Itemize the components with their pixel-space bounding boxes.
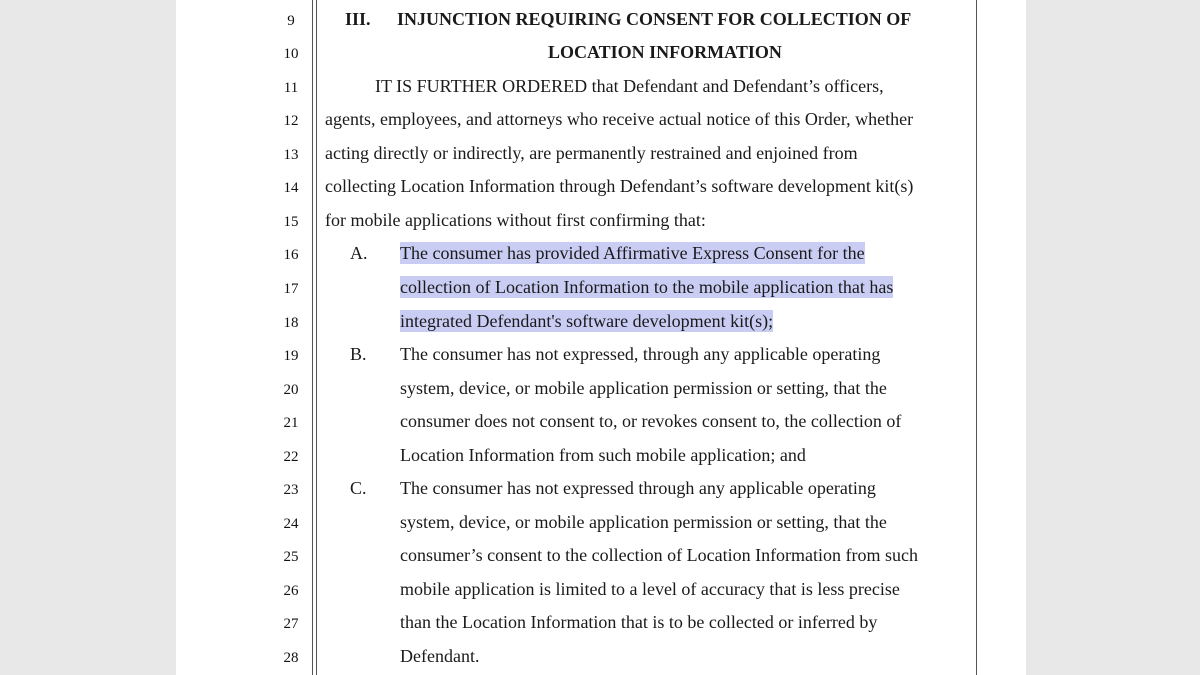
- item-a-line-selected[interactable]: integrated Defendant's software development kit(s);: [400, 311, 774, 331]
- section-number: III.: [345, 9, 371, 29]
- line-number: 16: [283, 247, 299, 263]
- item-c-line: The consumer has not expressed through any applicable operating: [400, 478, 876, 498]
- line-number: 11: [283, 80, 299, 96]
- item-b-line: Location Information from such mobile application; and: [400, 445, 806, 465]
- line-number: 21: [283, 415, 299, 431]
- item-c-line: mobile application is limited to a level of accuracy that is less precise: [400, 579, 900, 599]
- line-number: 10: [283, 46, 299, 62]
- line-number: 18: [283, 315, 299, 331]
- paragraph-line: for mobile applications without first confirming that:: [325, 210, 706, 230]
- line-number: 28: [283, 650, 299, 666]
- item-c-line: than the Location Information that is to be collected or inferred by: [400, 612, 878, 632]
- line-number: 25: [283, 549, 299, 565]
- line-number: 13: [283, 147, 299, 163]
- line-number: 22: [283, 449, 299, 465]
- paragraph-line: acting directly or indirectly, are permanently restrained and enjoined from: [325, 143, 858, 163]
- item-b-line: The consumer has not expressed, through any applicable operating: [400, 344, 881, 364]
- line-number: 15: [283, 214, 299, 230]
- item-b-line: consumer does not consent to, or revokes consent to, the collection of: [400, 411, 902, 431]
- margin-rule-right: [976, 0, 977, 675]
- line-number: 20: [283, 382, 299, 398]
- line-number: 24: [283, 516, 299, 532]
- margin-rule-left-inner: [316, 0, 317, 675]
- line-number: 23: [283, 482, 299, 498]
- line-number: 17: [283, 281, 299, 297]
- section-heading-line2: LOCATION INFORMATION: [548, 42, 782, 62]
- margin-rule-left-outer: [312, 0, 313, 675]
- line-number: 26: [283, 583, 299, 599]
- item-a-line-selected[interactable]: collection of Location Information to the mobile application that has: [400, 277, 894, 297]
- item-a-line-selected[interactable]: The consumer has provided Affirmative Express Consent for the: [400, 243, 865, 263]
- item-c-line: Defendant.: [400, 646, 480, 666]
- line-number: 9: [287, 13, 295, 29]
- paragraph-line: IT IS FURTHER ORDERED that Defendant and Defendant’s officers,: [375, 76, 884, 96]
- item-b-line: system, device, or mobile application permission or setting, that the: [400, 378, 887, 398]
- item-b-label: B.: [350, 344, 367, 364]
- document-page: [176, 0, 1026, 675]
- item-c-line: consumer’s consent to the collection of Location Information from such: [400, 545, 919, 565]
- item-c-label: C.: [350, 478, 367, 498]
- paragraph-line: agents, employees, and attorneys who receive actual notice of this Order, whether: [325, 109, 914, 129]
- paragraph-line: collecting Location Information through Defendant’s software development kit(s): [325, 176, 914, 196]
- line-number: 19: [283, 348, 299, 364]
- item-a-label: A.: [350, 243, 368, 263]
- line-number: 27: [283, 616, 299, 632]
- line-number: 12: [283, 113, 299, 129]
- line-number: 14: [283, 180, 299, 196]
- item-c-line: system, device, or mobile application permission or setting, that the: [400, 512, 887, 532]
- section-heading-line1: INJUNCTION REQUIRING CONSENT FOR COLLECTION OF: [397, 9, 912, 29]
